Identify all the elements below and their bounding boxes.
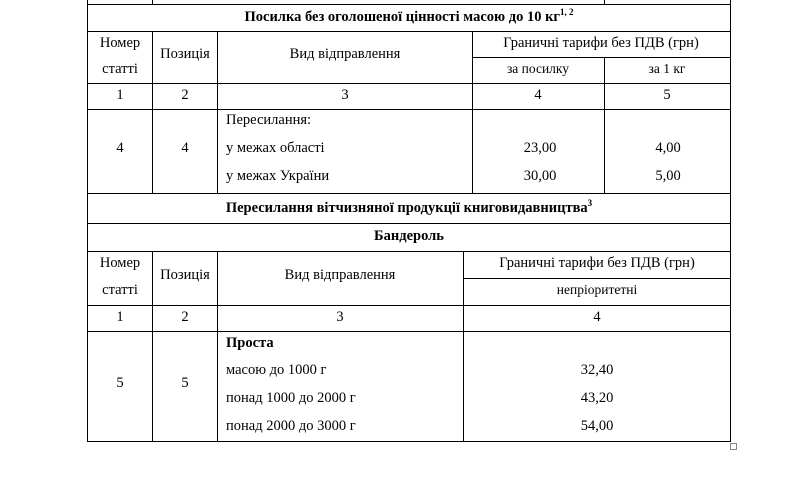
section2-title: Пересилання вітчизняної продукції книговидавництва$^3$ [225,198,593,216]
per-parcel-value: 23,00 [523,140,557,156]
header-shipment-type: Вид відправлення [284,267,396,283]
tariff-value: 43,20 [580,390,614,406]
header-tariff-group: Граничні тарифи без ПДВ (грн) [499,255,695,271]
header-non-priority: непріоритетні [556,282,638,297]
col-number-5: 5 [663,87,671,103]
col-number-4: 4 [593,309,601,325]
col-number-2: 2 [181,309,189,325]
col-number-3: 3 [336,309,344,325]
col-number-3: 3 [341,87,349,103]
tariff-value: 54,00 [580,418,614,434]
shipment-line: у межах області [226,140,325,156]
table-resize-handle[interactable] [730,443,737,450]
header-per-kg: за 1 кг [648,61,686,76]
section2-subtitle: Бандероль [374,228,444,244]
section1-title: Посилка без оголошеної цінності масою до 10 кг$^{1, 2}$ [244,7,574,25]
header-per-parcel: за посилку [506,61,570,76]
shipment-line: понад 1000 до 2000 г [226,390,356,406]
header-tariff-group: Граничні тарифи без ПДВ (грн) [503,35,699,51]
article-number: 4 [116,140,124,156]
per-kg-value: 4,00 [655,140,681,156]
position: 4 [181,140,189,156]
col-number-1: 1 [116,87,124,103]
shipment-heading: Проста [226,335,274,351]
col-number-2: 2 [181,87,189,103]
shipment-line: Пересилання: [226,112,312,128]
header-article-number-line2: статті [102,61,138,77]
col-number-1: 1 [116,309,124,325]
article-number: 5 [116,375,124,391]
col-number-4: 4 [534,87,542,103]
shipment-line: масою до 1000 г [226,362,327,378]
header-position: Позиція [160,46,210,62]
header-shipment-type: Вид відправлення [289,46,401,62]
per-parcel-value: 30,00 [523,168,557,184]
header-position: Позиція [160,267,210,283]
header-article-number-line1: Номер [99,35,141,51]
header-article-number-line2: статті [102,282,138,298]
per-kg-value: 5,00 [655,168,681,184]
shipment-line: понад 2000 до 3000 г [226,418,356,434]
position: 5 [181,375,189,391]
shipment-line: у межах України [226,168,330,184]
header-article-number-line1: Номер [99,255,141,271]
tariff-value: 32,40 [580,362,614,378]
